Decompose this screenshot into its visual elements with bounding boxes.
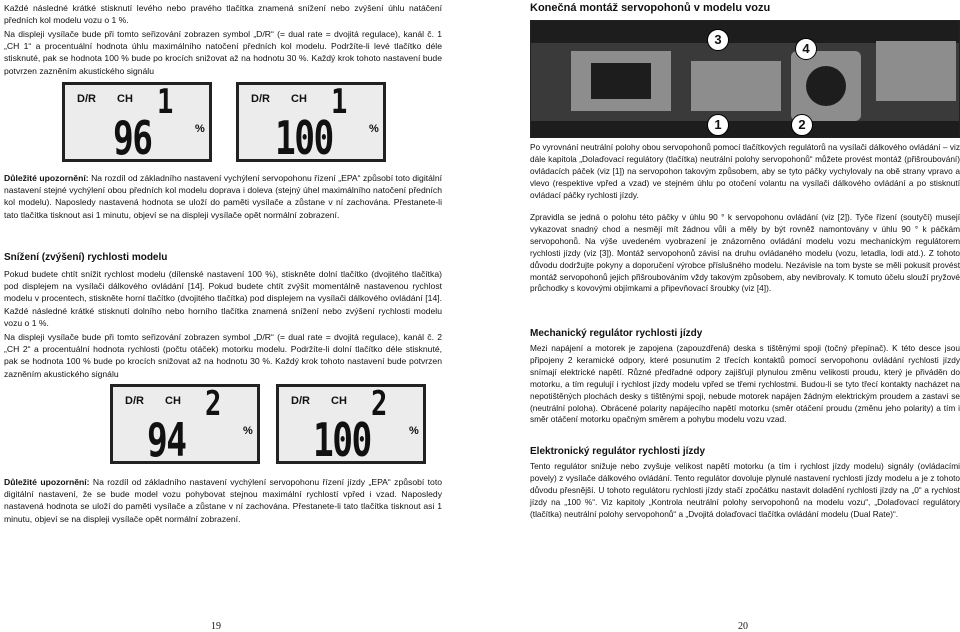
servo-heading: Konečná montáž servopohonů v modelu vozu [530,2,771,14]
photo-label-1: 1 [707,114,729,136]
lcd-ch-label: CH [117,93,133,105]
lcd-channel-number: 2 [205,384,222,424]
note-label: Důležité upozornění: [4,477,90,487]
mechanical-regulator-paragraph: Mezi napájení a motorek je zapojena (zapouzdřená) deska s tištěnými spoji (točný přepínač). K této desce jsou připojeny 2 keramické odpory, které posunutím 2 třecích kontaktů pomocí servopohonu ovládání rychlosti jízdy snímají elektrické napětí. Různé předřadné odpory zajišťují plynulou změnu velikosti proudu, který je přiváděn do motorku, a tím regulují i rychlost jízdy modelu vpřed se třemi rychlostmi. Budou-li se tyto třecí kontakty nacházet na nepotištěných plochách desky s tištěnými spoji, nebude motorek napájen žádným elektrickým proudem a zastaví se (neutrální poloha). Obrácené polarity napájecího napětí motorku (směr otáčení proudu (změnu jeho polarity) a tím i směr otáčení motorku opačným směrem a pohybu modelu vozu vzad. [530,343,960,425]
electronic-regulator-heading: Elektronický regulátor rychlosti jízdy [530,446,706,457]
lcd-ch-label: CH [331,395,347,407]
mechanical-regulator-heading: Mechanický regulátor rychlosti jízdy [530,328,703,339]
servo-paragraph-2: Zpravidla se jedná o polohu této páčky v úhlu 90 ° k servopohonu ovládání (viz [2]). Tyče řízení (soutyčí) musejí vykazovat snadný chod a nesmějí mít žádnou vůli a měly by být rovněž namontovány v úhlu 90 ° k páčkám servopohonů. Na výše uvedeném vyobrazení je znázorněno ovládání modelu vozu mechanickým regulátorem rychlosti jízdy (viz [3]). Montáž servopohonů závisí na druhu ovládaného modelu (vozu, letadla, lodi atd.). Z tohoto důvodu dodržujte pokyny a doporučení výrobce příslušného modelu. Nezávisle na tom byste se měli pokusit provést montáž servopohonů jejich přišroubováním vždy takovým způsobem, aby nevibrovaly. K tomuto účelu slouží pryžové průchodky s kovovými objímkami a připevňovací šroubky (viz [4]). [530,212,960,294]
note-label: Důležité upozornění: [4,173,89,183]
lcd-percent: % [409,425,419,437]
photo-part [591,63,651,99]
electronic-regulator-paragraph: Tento regulátor snižuje nebo zvyšuje velikost napětí motorku (a tím i rychlost jízdy modelu) signály (ovládacími povely) z vysílače dálkového ovládání. Tento regulátor dovoluje plynulé nastavení rychlosti jízdy modelu a je z tohoto důvodu přesnější. U tohoto regulátoru rychlosti jízdy stačí zpočátku nastavit doladění rychlosti jízdy na „0“ a rychlost jízdy na „100 %“. Viz kapitoly „Kontrola neutrální polohy servopohonů na modelu vozu“, „Dolaďovací regulátory (tlačítka) neutrální polohy servopohonů“ a „Dvojitá dolaďovací tlačítka ovládání modelu (Dual Rate)“. [530,461,960,519]
lcd-display-ch2-100 [276,384,426,467]
page-number: 20 [738,621,748,632]
lcd-channel-number: 1 [157,82,174,122]
photo-label-3: 3 [707,29,729,51]
lcd-display-ch1-96 [62,82,212,165]
lcd-percent: % [195,123,205,135]
lcd-value: 94 [147,413,186,467]
dr-ch1-paragraph: Na displeji vysílače bude při tomto seřizování zobrazen symbol „D/R“ (= dual rate = dvojitá regulace), kanál č. 1 „CH 1“ a procentuální hodnota úhlu maximálního natočení předních kol modelu. Podržíte-li levé tlačítko déle stisknuté, pak se hodnota 100 % bude po krocích snižovat až na hodnotu 30 %. Každý krok tohoto nastavení bude potvrzen zazněním akustického signálu [4,29,442,76]
left-page [4,0,442,632]
servo-photo [530,20,960,138]
lcd-channel-number: 2 [371,384,388,424]
important-note-2 [4,476,442,525]
lcd-ch-label: CH [165,395,181,407]
photo-label-4: 4 [795,38,817,60]
lcd-percent: % [369,123,379,135]
intro-paragraph: Každé následné krátké stisknutí levého nebo pravého tlačítka znamená snížení nebo zvýšení úhlu natáčení předních kol modelu vozu o 1 %. [4,3,442,26]
note-text: Na rozdíl od základního nastavení vychýlení servopohonu řízení jízdy „EPA“ způsobí toto digitální nastavení, že se bude model vozu pohybovat stejnou maximální rychlostí vpřed i vzad. Naposledy nastavená hodnota se uloží do paměti vysílače a zůstane v ní zachována. Přestanete-li tato tlačítka tisknout asi 1 minutu, objeví se na displeji vysílače opět normální zobrazení. [4,477,442,524]
dr-ch2-paragraph: Na displeji vysílače bude při tomto seřizování zobrazen symbol „D/R“ (= dual rate = dvojitá regulace), kanál č. 2 „CH 2“ a procentuální hodnota rychlosti (počtu otáček) motorku modelu. Podržíte-li dolní tlačítko déle stisknuté, pak se hodnota 100 % bude po krocích snižovat až na hodnotu 30 %. Každý krok tohoto nastavení bude potvrzen zazněním akustického signálu [4,332,442,379]
lcd-display-ch1-100 [236,82,386,165]
lcd-ch-label: CH [291,93,307,105]
speed-paragraph: Pokud budete chtít snížit rychlost modelu (dílenské nastavení 100 %), stiskněte dolní tlačítko (dvojitého tlačítka) pod displejem na vysílači dálkového ovládání [14]. Pokud budete chtít zvýšit momentálně nastavenou rychlost modelu v procentech, stiskněte horní tlačítko (dvojitého tlačítka) pod displejem na vysílači dálkového ovládání [14]. Každé následné krátké stisknutí dolního nebo horního tlačítka znamená snížení nebo zvýšení rychlosti modelu vozu o 1 %. [4,269,442,328]
right-page [530,0,960,632]
lcd-display-ch2-94 [110,384,260,467]
lcd-dr-label: D/R [125,395,144,407]
important-note-1 [4,172,442,221]
page-number: 19 [211,621,221,632]
photo-part [876,41,956,101]
lcd-value: 100 [275,111,333,165]
lcd-dr-label: D/R [251,93,270,105]
photo-part [531,121,960,138]
lcd-dr-label: D/R [291,395,310,407]
photo-part [531,21,960,43]
lcd-percent: % [243,425,253,437]
lcd-value: 100 [313,413,371,467]
photo-part [691,61,781,111]
speed-heading: Snížení (zvýšení) rychlosti modelu [4,252,168,263]
note-text: Na rozdíl od základního nastavení vychýlení servopohonu řízení „EPA“ způsobí toto digitální nastavení stejné vychýlení obou předních kol modelu doprava i doleva (stejný úhel maximálního natočení předních kol modelu). Naposledy nastavená hodnota se uloží do paměti vysílače a zůstane v ní zachována. Přestanete-li tato tlačítka tisknout asi 1 minutu, objeví se na displeji vysílače opět normální zobrazení. [4,173,442,220]
lcd-channel-number: 1 [331,82,348,122]
photo-part [806,66,846,106]
photo-label-2: 2 [791,114,813,136]
servo-paragraph-1: Po vyrovnání neutrální polohy obou servopohonů pomocí tlačítkových regulátorů na vysílači dálkového ovládání – viz dále kapitola „Dolaďovací regulátory (tlačítka) neutrální polohy servopohonů“ můžete provést montáž (přišroubování) ovládacích páček (viz [1]) na servopohon takovým způsobem, aby se tyto páčky vychylovaly na obě strany vpravo a vlevo (respektive vpřed a vzad) ve stejném úhlu po otočení volantu na vysílači dálkového ovládání a po stisknutí ovládací páčky rychlosti jízdy. [530,142,960,200]
lcd-value: 96 [113,111,152,165]
lcd-dr-label: D/R [77,93,96,105]
